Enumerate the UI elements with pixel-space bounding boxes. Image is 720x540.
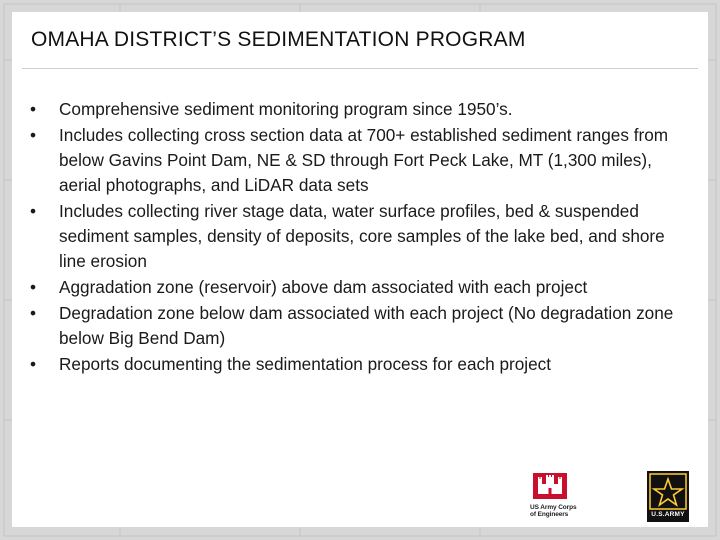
bullet-marker: • <box>30 277 37 298</box>
usace-logo-line2: of Engineers <box>530 511 569 518</box>
slide-title: OMAHA DISTRICT’S SEDIMENTATION PROGRAM <box>31 28 526 51</box>
bullet-marker: • <box>30 201 37 222</box>
bullet-item <box>30 123 690 197</box>
bullet-marker: • <box>30 125 37 146</box>
bullet-marker: • <box>30 354 37 375</box>
usace-logo <box>530 473 596 521</box>
bullet-list <box>30 97 690 379</box>
title-divider <box>22 68 698 69</box>
bullet-item <box>30 301 690 351</box>
bullet-item <box>30 275 690 300</box>
bullet-marker: • <box>30 99 37 119</box>
bullet-text: Includes collecting cross section data at 700+ established sediment ranges from below Gavins Point Dam, NE & SD through Fort Peck Lake, MT (1,300 miles), aerial photographs, and LiDAR data sets <box>59 125 669 195</box>
army-logo-text: U.S.ARMY <box>651 511 685 518</box>
usace-logo-line1: US Army Corps <box>530 504 577 511</box>
bullet-text: Reports documenting the sedimentation process for each project <box>59 354 552 375</box>
bullet-text: Degradation zone below dam associated with each project (No degradation zone below Big Bend Dam) <box>59 303 674 349</box>
bullet-text: Comprehensive sediment monitoring program since 1950’s. <box>59 99 513 119</box>
bullet-item <box>30 199 690 273</box>
bullet-marker: • <box>30 303 37 324</box>
bullet-text: Includes collecting river stage data, water surface profiles, bed & suspended sediment samples, density of deposits, core samples of the lake bed, and shore line erosion <box>59 201 665 271</box>
bullet-text: Aggradation zone (reservoir) above dam associated with each project <box>59 277 588 298</box>
army-star-icon <box>647 471 689 511</box>
bullet-item <box>30 97 690 122</box>
bullet-item <box>30 352 690 377</box>
castle-icon <box>533 473 567 499</box>
army-logo <box>647 471 689 522</box>
